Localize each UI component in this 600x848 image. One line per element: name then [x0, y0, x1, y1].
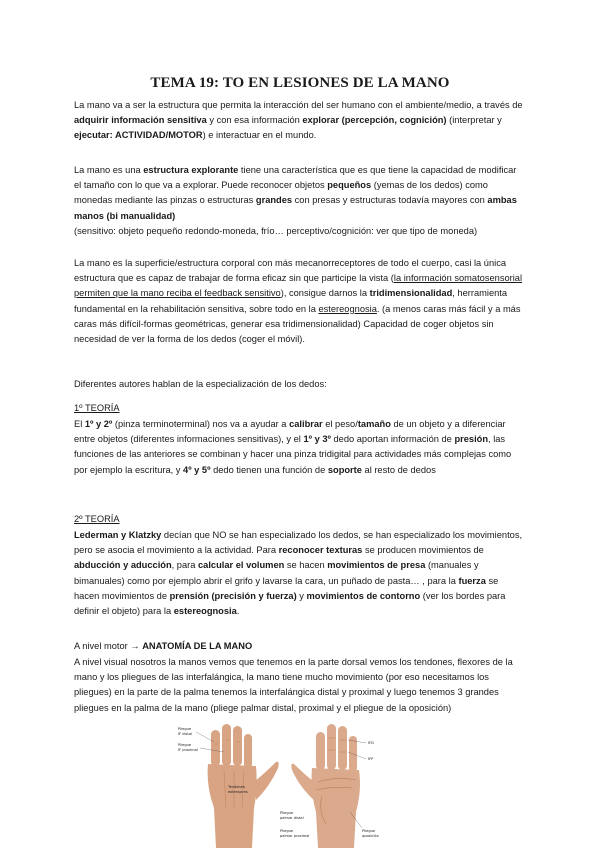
text: ) e interactuar en el mundo.	[202, 130, 317, 141]
label-text: IFP	[368, 757, 374, 761]
hand-anatomy-illustration	[166, 716, 402, 848]
bold-text: estereognosia	[173, 606, 237, 617]
bold-text: reconocer texturas	[278, 545, 363, 556]
bold-text: movimientos de contorno	[306, 590, 421, 601]
bold-text: pequeños	[327, 180, 372, 191]
bold-text: estructura explorante	[143, 165, 239, 175]
label-text: Pliegue	[280, 829, 294, 833]
paragraph-teoria-1	[74, 417, 526, 478]
label-text: palmar proximal	[280, 834, 310, 838]
text: (pinza terminoterminal) nos va a ayudar a	[112, 419, 290, 429]
heading-teoria-2: 2º TEORÍA	[74, 514, 120, 524]
label-tendones-extensores	[227, 785, 248, 794]
paragraph-explorante	[74, 163, 526, 239]
paragraph-teoria-2	[74, 528, 526, 619]
text: de un objeto y a diferenciar entre objetos (diferentes informaciones sensitivas), y el	[74, 419, 506, 445]
text: decían que NO se han especializado los dedos, se han especializado los movimientos, pero se asocia el movimiento a la actividad. Para	[74, 530, 523, 556]
text: ), consigue darnos la	[280, 288, 370, 299]
bold-text: tridimensionalidad	[369, 288, 453, 299]
bold-text: calcular el volumen	[198, 560, 285, 571]
text: se producen movimientos de	[362, 545, 484, 556]
label-text: Pliegue	[178, 727, 192, 731]
text: , herramienta fundamental en la rehabilitación sensitiva, sobre todo en la	[74, 288, 508, 314]
label-text: Pliegue	[280, 811, 294, 815]
bold-text: ambas manos (bi manualidad)	[74, 195, 517, 221]
text: y con esa información	[206, 115, 303, 126]
label-text: extensores	[228, 790, 248, 794]
label-text: Pliegue	[178, 743, 192, 747]
document-title: TEMA 19: TO EN LESIONES DE LA MANO	[150, 75, 450, 91]
bold-text: ejecutar: ACTIVIDAD/MOTOR	[74, 130, 203, 141]
underlined-text: la información somatosensorial permiten que la mano reciba el feedback sensitivo	[74, 273, 523, 299]
bold-text: prensión (precisión y fuerza)	[169, 590, 297, 601]
text: El	[74, 419, 85, 429]
text: (interpretar y	[446, 115, 502, 126]
text: La mano es una	[74, 165, 144, 175]
bold-text: 1º y 2º	[84, 419, 113, 429]
text: dedo aportan información de	[330, 434, 455, 445]
text: con presas y estructuras todavía mayores con	[292, 195, 488, 206]
text: La mano es la superficie/estructura corporal con más mecanorreceptores de todo el cuerpo, casi la única estructura que es capaz de trabajar de forma eficaz sin que participe la vista (	[74, 258, 507, 284]
text: al resto de dedos	[361, 464, 436, 475]
text: (manuales y bimanuales) como por ejemplo abrir el grifo y lavarse la cara, un puñado de pasta… , para la	[74, 560, 479, 586]
bold-text: adquirir información sensitiva	[74, 115, 207, 126]
bold-text: abducción y aducción	[74, 560, 172, 571]
label-text: IFD	[368, 741, 374, 745]
bold-text: calibrar	[289, 419, 323, 429]
bold-text: presión	[454, 434, 489, 445]
text: A nivel motor →	[74, 641, 143, 651]
text: , las funciones de las anteriores se combinan y hacer una pinza tridigital para actividades más complejas como por ejemplo la escritura, y	[74, 434, 512, 475]
text: se hacen movimientos de	[74, 575, 499, 601]
heading-teoria-1: 1º TEORÍA	[74, 403, 120, 413]
text: y	[296, 590, 307, 601]
label-text: oposición	[362, 834, 380, 838]
text: (ver los bordes para definir el objeto) para la	[74, 590, 506, 617]
label-text: IF distal	[178, 732, 193, 736]
text: . (a menos caras más fácil y a más caras más difícil-formas geométricas, generar esa tridimensionalidad) Capacidad de coger objetos sin necesidad de ver la forma de los dedos (coger el móvil).	[74, 303, 521, 345]
text: tiene una característica que es que tiene la capacidad de modificar el tamaño con lo que va a explorar. Puede reconocer objetos	[74, 165, 517, 191]
bold-text: soporte	[327, 464, 362, 475]
bold-text: 1º y 3º	[303, 434, 331, 445]
text: , para	[171, 560, 198, 571]
bold-text: movimientos de presa	[327, 560, 426, 571]
text: La mano va a ser la estructura que permita la interacción del ser humano con el ambiente/medio, a través de	[74, 100, 523, 110]
paragraph-autores: Diferentes autores hablan de la especialización de los dedos:	[74, 379, 327, 389]
bold-text: explorar (percepción, cognición)	[302, 115, 447, 126]
bold-text: tamaño	[357, 419, 391, 429]
paragraph-mecanorreceptores	[74, 256, 526, 347]
bold-text: grandes	[255, 195, 293, 206]
hand-anatomy-figure	[166, 716, 402, 848]
bold-text: ANATOMÍA DE LA MANO	[142, 641, 253, 651]
bold-text: Lederman y Klatzky	[74, 530, 162, 540]
bold-text: 4º y 5º	[183, 464, 211, 475]
text: (sensitivo: objeto pequeño redondo-moneda, frío… perceptivo/cognición: ver que tipo de moneda)	[74, 225, 478, 236]
text: .	[236, 606, 240, 617]
paragraph-nivel-visual: A nivel visual nosotros la manos vemos que tenemos en la parte dorsal vemos los tendones, flexores de la mano y los pliegues de las interfalángica, la mano tiene mucho movimiento (por eso necesitamos los pliegues) en la parte de la palma tenemos la interfalángica distal y proximal y luego tenemos 3 grandes pliegues en la palma de la mano (pliege palmar distal, proximal y el pliegue de la oposición)	[74, 657, 513, 713]
text: el peso/	[322, 419, 358, 429]
text: se hacen	[284, 560, 328, 571]
text: (yemas de los dedos) como monedas mediante las pinzas o estructuras	[74, 180, 488, 206]
label-text: palmar distal	[280, 816, 304, 820]
label-text: Pliegue	[362, 829, 376, 833]
label-text: IF proximal	[178, 748, 198, 752]
underlined-text: estereognosia	[318, 303, 377, 314]
label-text: Tendones	[228, 785, 245, 789]
paragraph-intro	[74, 98, 526, 144]
text: dedo tienen una función de	[210, 464, 328, 475]
heading-anatomia	[74, 639, 526, 654]
bold-text: fuerza	[458, 575, 486, 586]
